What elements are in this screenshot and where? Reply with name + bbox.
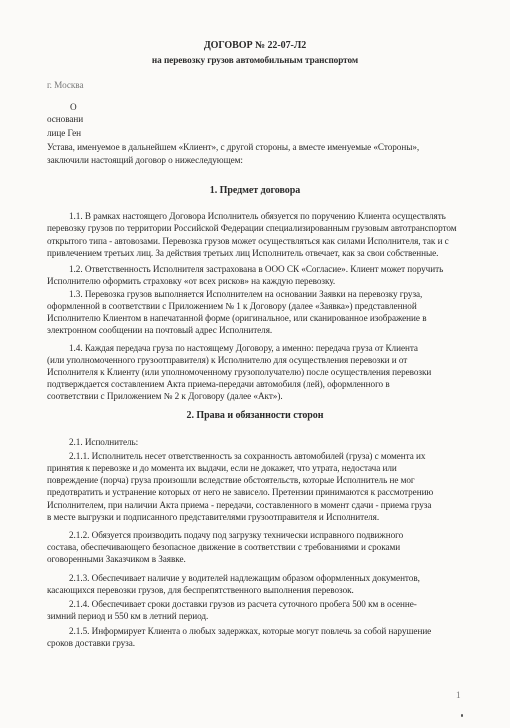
s2-line-4: повреждение (порча) груза произошли вследствие обстоятельств, которые Исполнитель не мог (47, 475, 415, 485)
s1-line-9: Исполнителю Клиентом в напечатанной форме (оригинальное, или сканированное изображение в (47, 313, 427, 323)
s2-line-2: 2.1.1. Исполнитель несет ответственность за сохранность автомобилей (груза) с момента их (69, 451, 426, 461)
city-line: г. Москва (47, 80, 84, 90)
s1-line-13: Исполнителя к Клиенту (или уполномоченному грузополучателю) после осуществления перевозки (47, 367, 432, 377)
s1-line-6: Исполнителю оформить страховку «от всех рисков» на каждую перевозку. (47, 276, 336, 286)
s2-line-16: сроков доставки груза. (47, 638, 136, 648)
s2-line-12: касающихся перевозки грузов, для беспрепятственного выполнения перевозок. (47, 585, 354, 595)
s2-line-6: Исполнителем, при наличии Акта приема - передачи, составленного в момент сдачи - приема груза (47, 500, 432, 510)
s2-line-10: оговоренными Заказчиком в Заявке. (47, 554, 186, 564)
s2-line-1: 2.1. Исполнитель: (69, 437, 139, 447)
s2-line-7: в месте выгрузки и подписанного представителями грузоотправителя и Исполнителя. (47, 512, 380, 522)
page-number: 1 (456, 690, 461, 700)
s2-line-14: зимний период и 550 км в летний период. (47, 611, 209, 621)
intro-line-1: О (70, 102, 77, 112)
scan-speck (461, 714, 463, 717)
intro-line-5: заключили настоящий договор о нижеследующем: (47, 155, 243, 165)
s1-line-15: соответствии с Приложением № 2 к Договору (далее «Акт»). (47, 391, 283, 401)
section-1-title: 1. Предмет договора (209, 185, 301, 196)
s2-line-9: состава, обеспечивающего безопасное движение в соответствии с требованиями и сроками (47, 542, 401, 552)
intro-line-4: Устава, именуемое в дальнейшем «Клиент», с другой стороны, а вместе именуемые «Стороны», (47, 142, 420, 152)
s1-line-11: 1.4. Каждая передача груза по настоящему Договору, а именно: передача груза от Клиента (69, 343, 418, 353)
s2-line-15: 2.1.5. Информирует Клиента о любых задержках, которые могут повлечь за собой нарушение (69, 626, 432, 636)
contract-subtitle: на перевозку грузов автомобильным транспортом (151, 55, 359, 65)
s1-line-5: 1.2. Ответственность Исполнителя застрахована в ООО СК «Согласие». Клиент может поручить (69, 264, 444, 274)
s1-line-14: подтверждается составлением Акта приема-передачи автомобиля (лей), оформленного в (47, 379, 390, 389)
intro-line-3: лице Ген (47, 128, 81, 138)
s1-line-7: 1.3. Перевозка грузов выполняется Исполнителем на основании Заявки на перевозку груза, (69, 289, 423, 299)
s1-line-4: привлечением третьих лиц. За действия третьих лиц Исполнитель отвечает, как за свои собственные. (47, 248, 439, 258)
s1-line-10: электронном сообщении на почтовый адрес Исполнителя. (47, 325, 273, 335)
contract-title: ДОГОВОР № 22-07-Л2 (203, 40, 307, 51)
section-2-title: 2. Права и обязанности сторон (186, 410, 324, 421)
s1-line-8: оформленной в соответствии с Приложением № 1 к Договору (далее «Заявка») представленной (47, 301, 417, 311)
s2-line-5: предотвратить и устранение которых от него не зависело. Претензии принимаются к рассмотрению (47, 487, 434, 497)
s1-line-1: 1.1. В рамках настоящего Договора Исполнитель обязуется по поручению Клиента осуществлять (69, 211, 446, 221)
s2-line-13: 2.1.4. Обеспечивает сроки доставки грузов из расчета суточного пробега 500 км в осенне- (69, 599, 417, 609)
s1-line-2: перевозку грузов по территории Российской Федерации специализированным грузовым автотранспортом (47, 223, 457, 233)
s1-line-3: открытого типа - автовозами. Перевозка грузов может осуществляться как силами Исполнителя, так и с (47, 236, 449, 246)
s2-line-11: 2.1.3. Обеспечивает наличие у водителей надлежащим образом оформленных документов, (69, 573, 420, 583)
s2-line-3: принятия к перевозке и до момента их выдачи, если не докажет, что утрата, недостача или (47, 463, 397, 473)
s1-line-12: (или уполномоченного грузоотправителя) к Исполнителю для осуществления перевозки и от (47, 355, 408, 365)
s2-line-8: 2.1.2. Обязуется производить подачу под загрузку технически исправного подвижного (69, 530, 404, 540)
intro-line-2: основани (47, 114, 84, 124)
